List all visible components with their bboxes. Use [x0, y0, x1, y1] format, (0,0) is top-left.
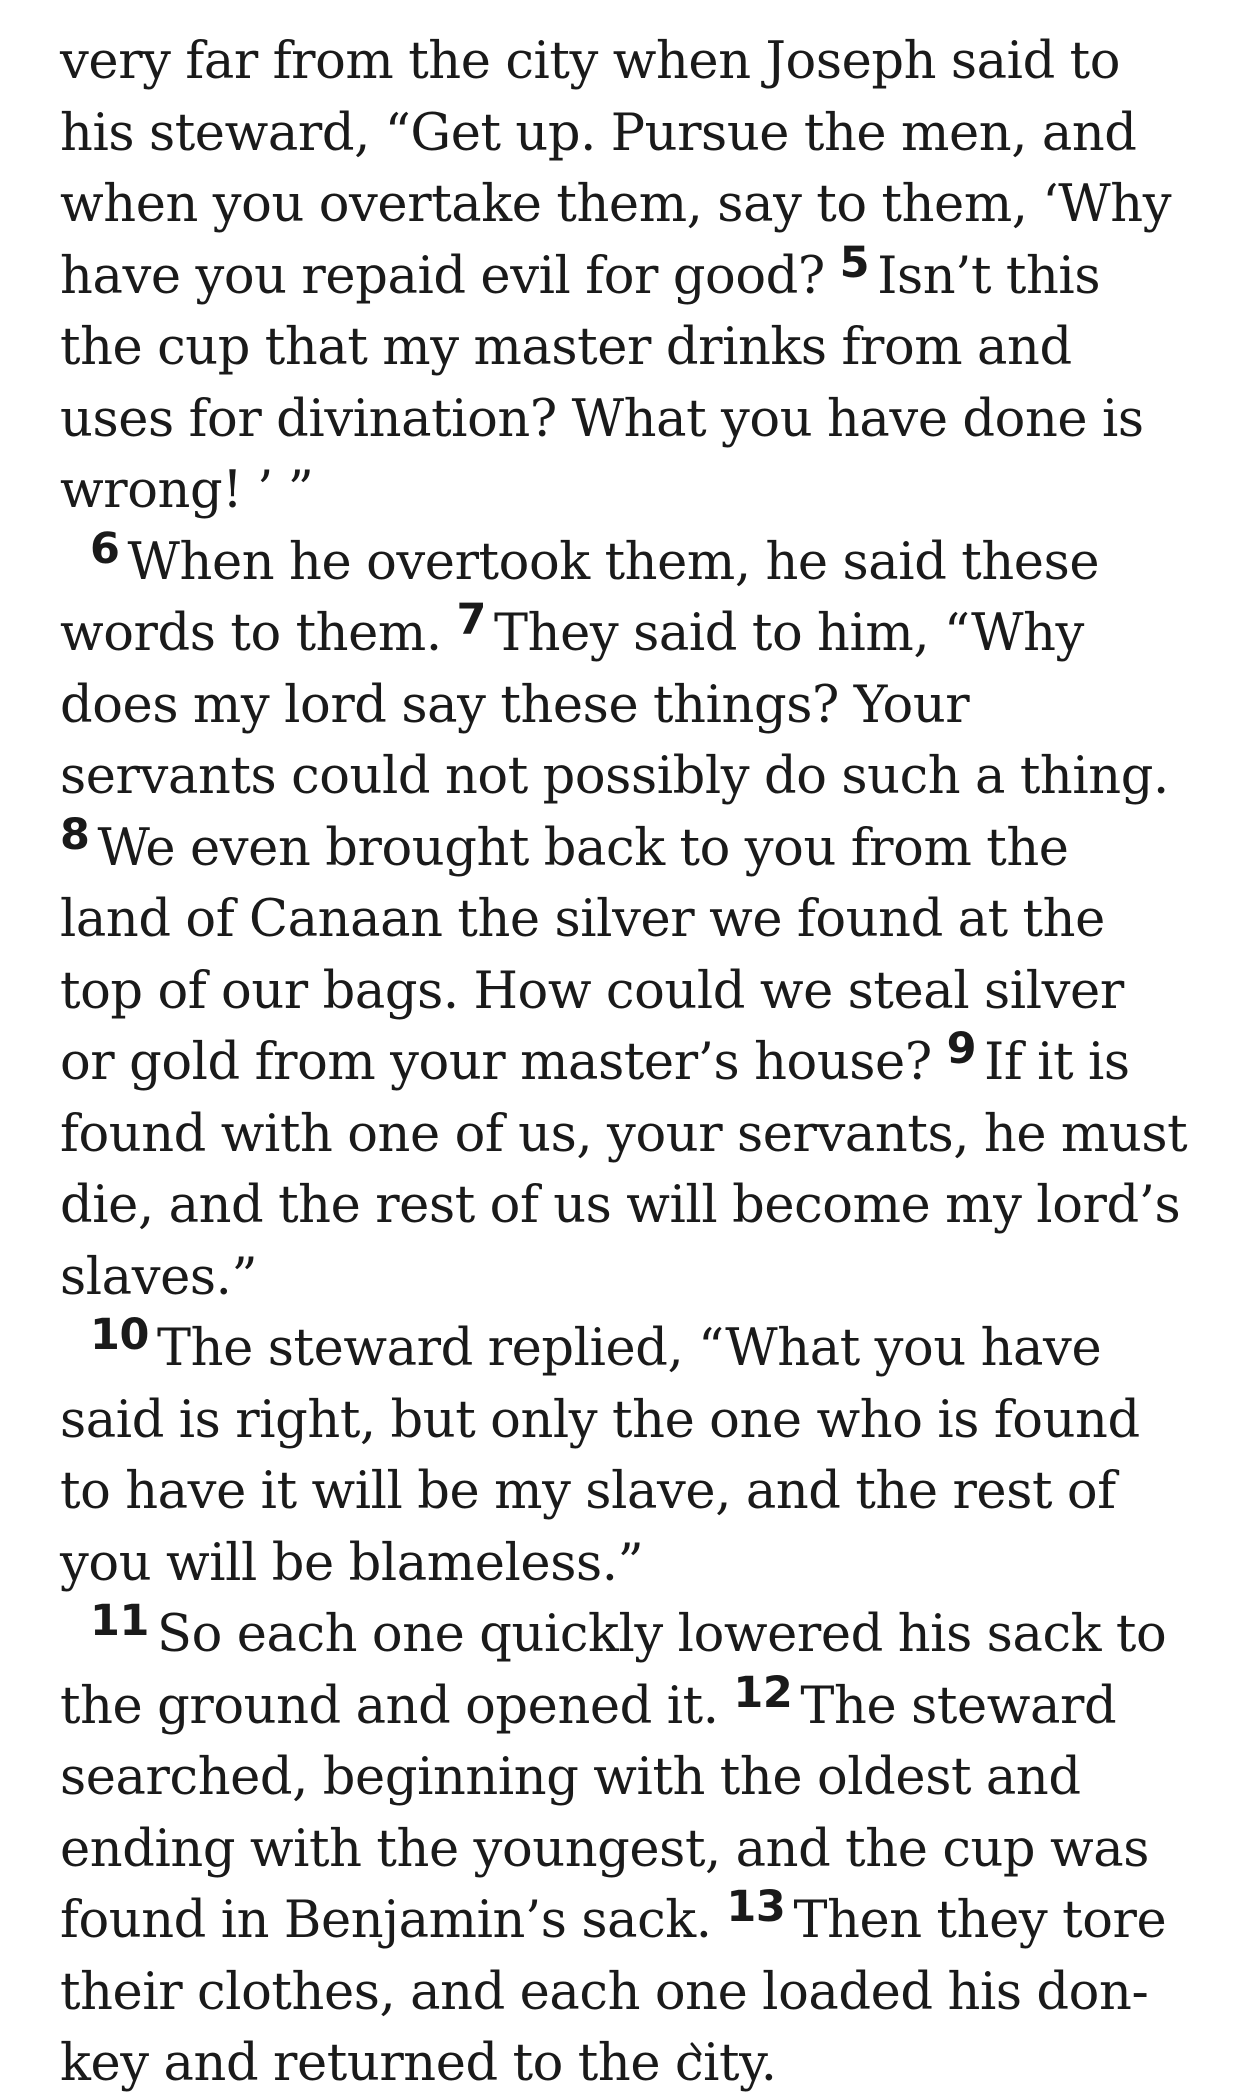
verse-number: 6 [90, 523, 120, 574]
verse-text: very far from the city when Joseph said to his steward, “Get up. Pursue the men, and when you overtake them, say to them, ‘Why have you repaid evil for good? [60, 32, 1172, 306]
verse-text: The steward searched, beginning with the oldest and ending with the youngest, and the cup was found in Benjamin’s sack. [60, 1676, 1150, 1950]
verse-text: So each one quickly lowered his sack to the ground and opened it. [60, 1605, 1167, 1736]
verse-number: 8 [60, 809, 90, 860]
verse-text: The steward replied, “What you have said is right, but only the one who is found to have it will be my slave, and the rest of you will be blameless.” [60, 1319, 1140, 1593]
verse-number: 12 [733, 1667, 793, 1718]
scripture-text [60, 26, 1190, 2100]
verse-number: 7 [456, 595, 487, 645]
verse-text: Isn’t this the cup that my master drinks from and uses for divination? What you have done is wrong! ’ ” [60, 246, 1144, 520]
verse-text: When he overtook them, he said these words to them. [60, 532, 1100, 663]
verse-text: We even brought back to you from the land of Canaan the silver we found at the top of our bags. How could we steal silver or gold from your master’s house? [60, 818, 1124, 1092]
verse-text: Then they tore their clothes, and each one loaded his donkey and returned to the city. [60, 1891, 1167, 2093]
verse-number: 5 [839, 237, 870, 288]
paragraph [60, 1310, 1190, 1599]
verse-text: They said to him, “Why does my lord say these things? Your servants could not possibly do such a thing. [60, 604, 1169, 806]
verse-number: 10 [90, 1310, 150, 1360]
verse-number: 9 [946, 1024, 977, 1074]
section-marker-icon [690, 2042, 706, 2058]
verse-number: 11 [90, 1596, 150, 1646]
verse-number: 13 [726, 1882, 786, 1932]
paragraph [60, 1596, 1190, 2100]
verse-text: If it is found with one of us, your servants, he must die, and the rest of us will become my lord’s slaves.” [60, 1033, 1188, 1307]
paragraph [60, 26, 1190, 527]
paragraph [60, 523, 1190, 1314]
